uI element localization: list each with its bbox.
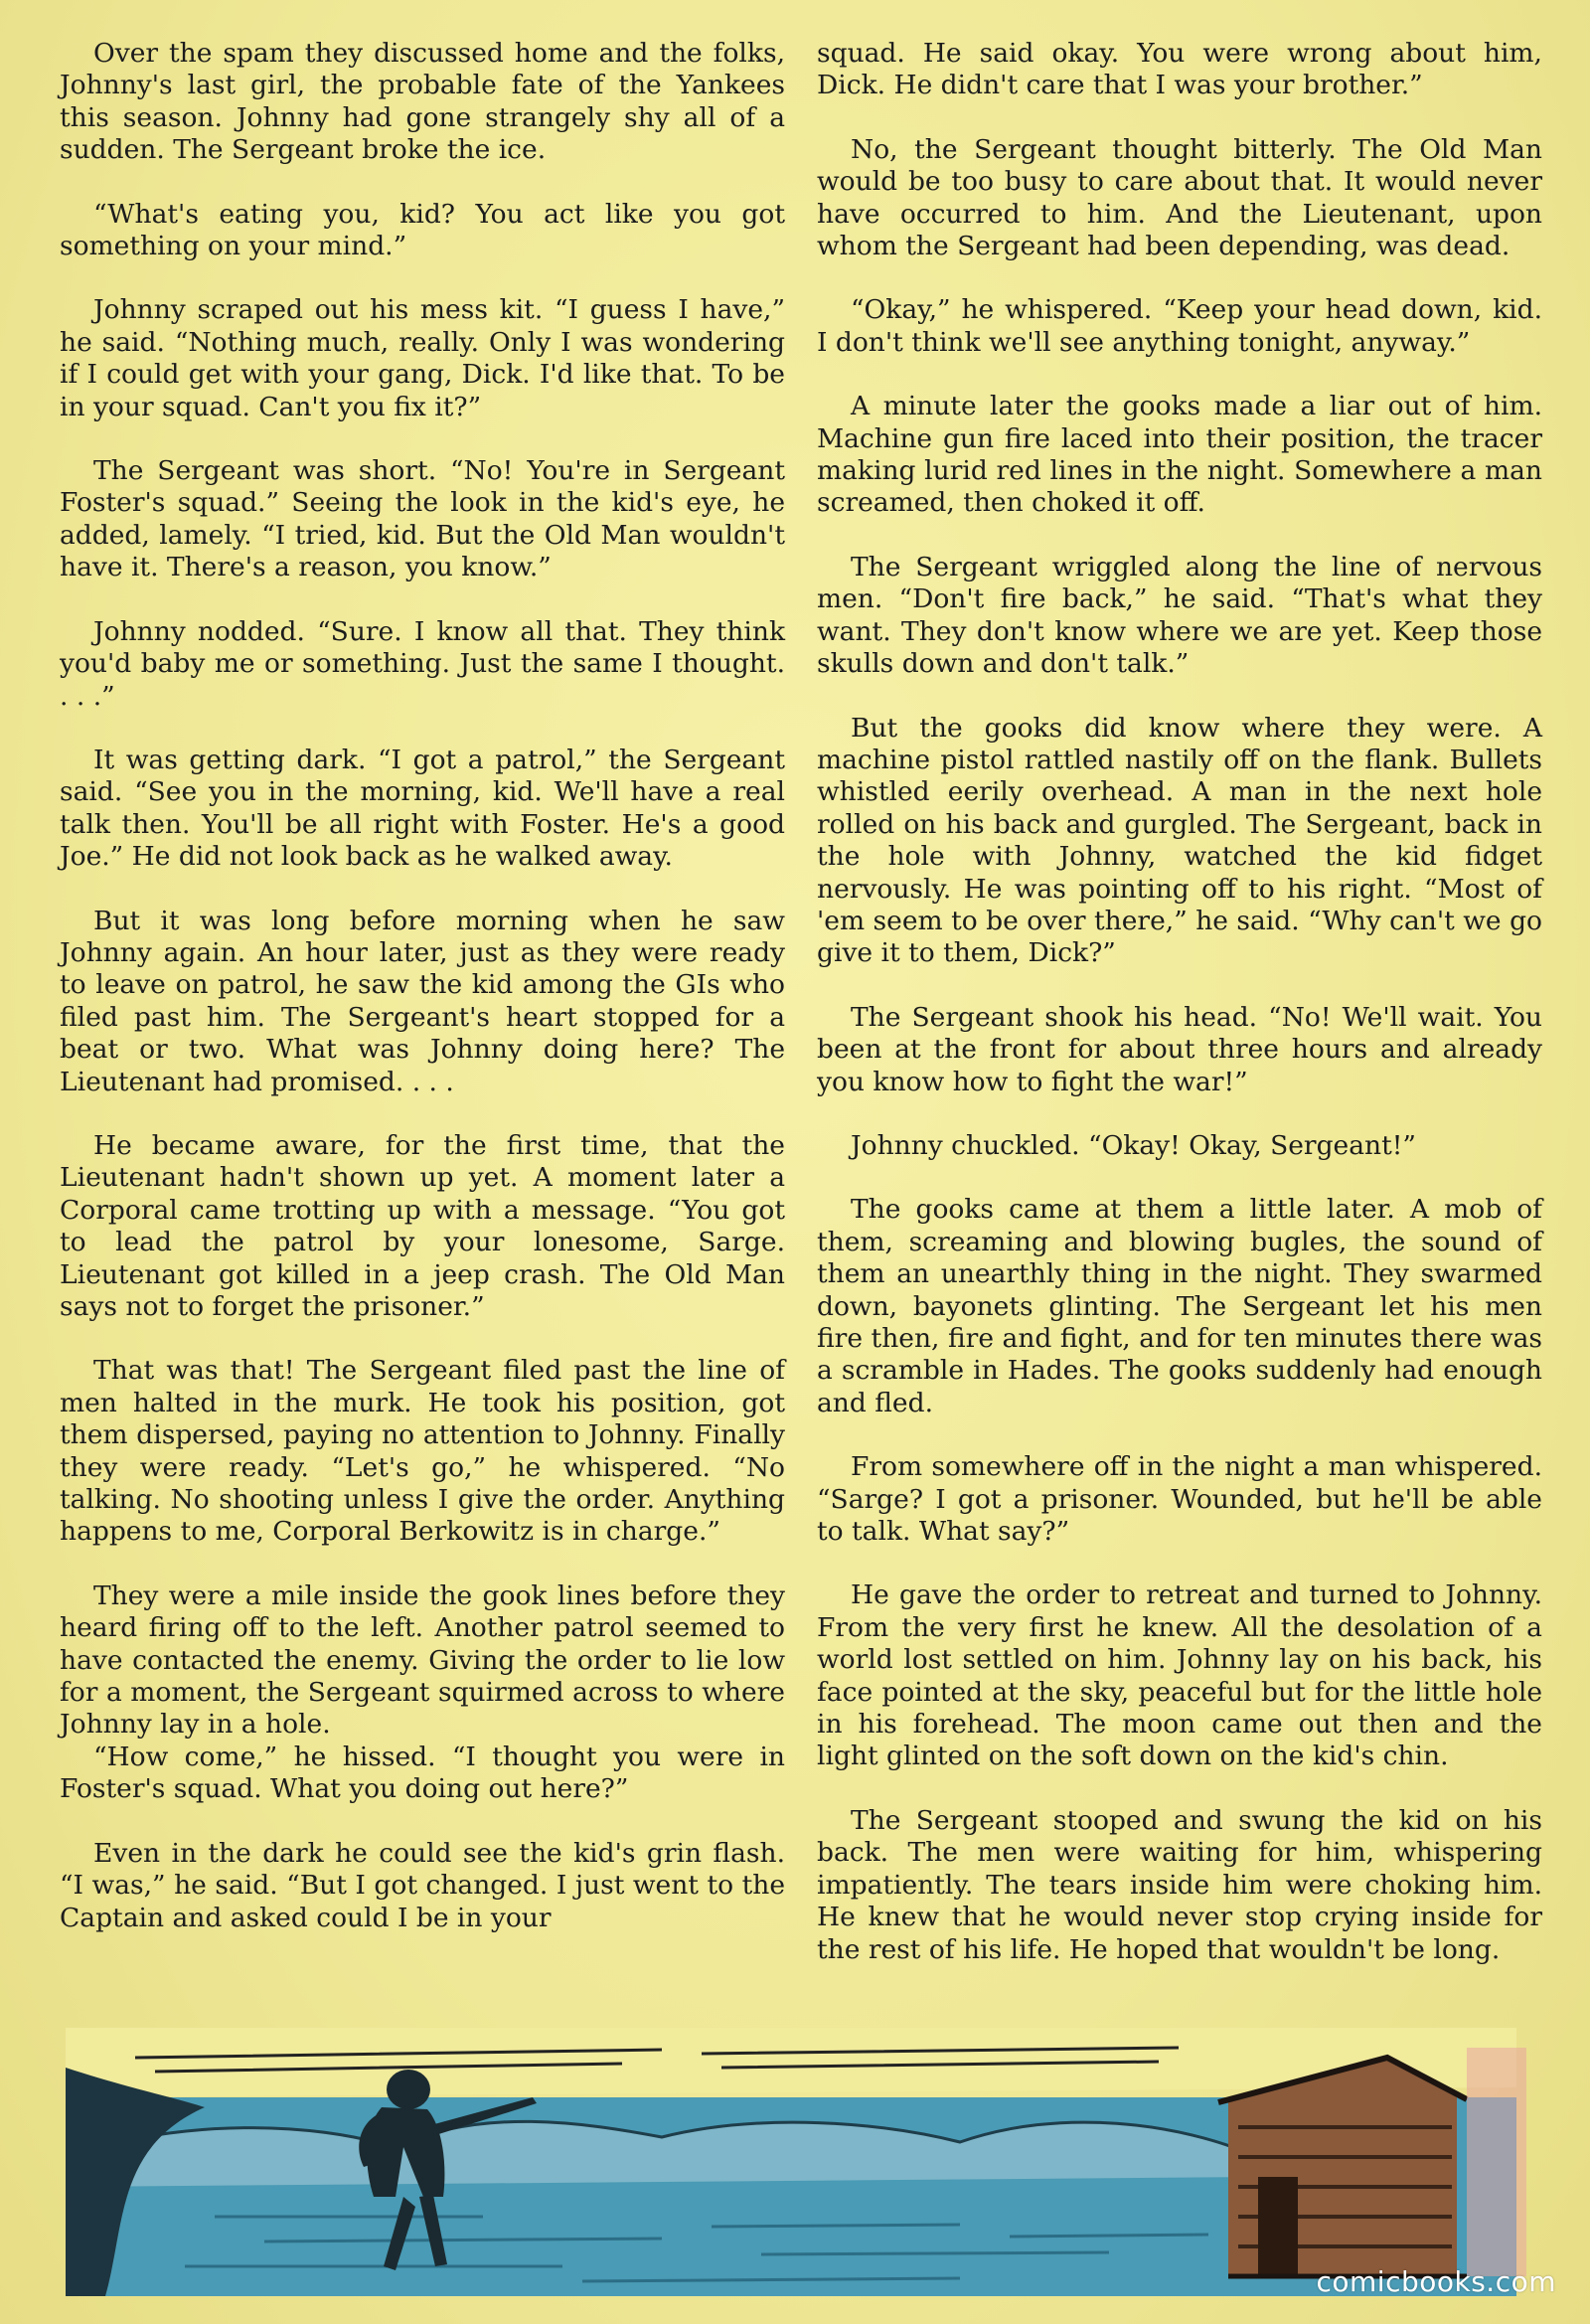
text-column-left [60, 38, 785, 1966]
paragraph: The Sergeant wriggled along the line of nervous men. “Don't fire back,” he said. “That's what they want. They don't know where we are yet. Keep those skulls down and don't talk.” [817, 551, 1542, 680]
paragraph: Johnny nodded. “Sure. I know all that. They think you'd baby me or something. Just the same I thought. . . .” [60, 615, 785, 712]
paragraph: Johnny chuckled. “Okay! Okay, Sergeant!” [851, 1129, 1416, 1161]
paragraph: “What's eating you, kid? You act like you got something on your mind.” [60, 198, 785, 262]
halftone-corner [1467, 2048, 1526, 2276]
paragraph: It was getting dark. “I got a patrol,” the Sergeant said. “See you in the morning, kid. We'll have a real talk then. You'll be all right with Foster. He's a good Joe.” He did not look back as he walked away. [60, 744, 785, 873]
paragraph: “How come,” he hissed. “I thought you were in Foster's squad. What you doing out here?” [60, 1741, 785, 1805]
text-column-right [817, 38, 1542, 1998]
paragraph: Even in the dark he could see the kid's grin flash. “I was,” he said. “But I got changed. I just went to the Captain and asked could I be in your [60, 1837, 785, 1933]
paragraph: No, the Sergeant thought bitterly. The Old Man would be too busy to care about that. It would never have occurred to him. And the Lieutenant, upon whom the Sergeant had been depending, was dead. [817, 133, 1542, 262]
paragraph: “Okay,” he whispered. “Keep your head down, kid. I don't think we'll see anything tonight, anyway.” [817, 294, 1542, 358]
paragraph: The Sergeant was short. “No! You're in Sergeant Foster's squad.” Seeing the look in the kid's eye, he added, lamely. “I tried, kid. But the Old Man wouldn't have it. There's a reason, you know.” [60, 455, 785, 583]
paragraph: The Sergeant shook his head. “No! We'll wait. You been at the front for about three hours and already you know how to fight the war!” [817, 1001, 1542, 1097]
paragraph: Over the spam they discussed home and the folks, Johnny's last girl, the probable fate of the Yankees this season. Johnny had gone strangely shy all of a sudden. The Sergeant broke the ice. [60, 38, 785, 166]
soldier-carrying-comrade-illustration [66, 2028, 1590, 2296]
paragraph: Johnny scraped out his mess kit. “I guess I have,” he said. “Nothing much, really. Only I was wondering if I could get with your gang, Dick. I'd like that. To be in your squad. Can't you fix it?” [60, 294, 785, 422]
paragraph: A minute later the gooks made a liar out of him. Machine gun fire laced into their position, the tracer making lurid red lines in the night. Somewhere a man screamed, then choked it off. [817, 391, 1542, 519]
paragraph: From somewhere off in the night a man whispered. “Sarge? I got a prisoner. Wounded, but he'll be able to talk. What say?” [817, 1451, 1542, 1548]
watermark: comicbooks.com [1316, 2265, 1556, 2298]
paragraph: squad. He said okay. You were wrong about him, Dick. He didn't care that I was your brother.” [817, 38, 1542, 101]
paragraph: He gave the order to retreat and turned to Johnny. From the very first he knew. All the desolation of a world lost settled on him. Johnny lay on his back, his face pointed at the sky, peaceful but for the little hole in his forehead. The moon came out then and the light glinted on the soft down on the kid's chin. [817, 1579, 1542, 1772]
paragraph: But it was long before morning when he saw Johnny again. An hour later, just as they were ready to leave on patrol, he saw the kid among the GIs who filed past him. The Sergeant's heart stopped for a beat or two. What was Johnny doing here? The Lieutenant had promised. . . . [60, 905, 785, 1097]
paragraph: They were a mile inside the gook lines before they heard firing off to the left. Another patrol seemed to have contacted the enemy. Giving the order to lie low for a moment, the Sergeant squirmed across to where Johnny lay in a hole. [60, 1579, 785, 1741]
paragraph: The Sergeant stooped and swung the kid on his back. The men were waiting for him, whispering impatiently. The tears inside him were choking him. He knew that he would never stop crying inside for the rest of his life. He hoped that wouldn't be long. [817, 1804, 1542, 1965]
paragraph: But the gooks did know where they were. A machine pistol rattled nastily off on the flank. Bullets whistled eerily overhead. A man in the next hole rolled on his back and gurgled. The Sergeant, back in the hole with Johnny, watched the kid fidget nervously. He was pointing off to his right. “Most of 'em seem to be over there,” he said. “Why can't we go give it to them, Dick?” [817, 712, 1542, 969]
cabin [1218, 2058, 1467, 2276]
paragraph: He became aware, for the first time, that the Lieutenant hadn't shown up yet. A moment later a Corporal came trotting up with a message. “You got to lead the patrol by your lonesome, Sarge. Lieutenant got killed in a jeep crash. The Old Man says not to forget the prisoner.” [60, 1129, 785, 1322]
paragraph: The gooks came at them a little later. A mob of them, screaming and blowing bugles, the sound of them an unearthly thing in the night. They swarmed down, bayonets glinting. The Sergeant let his men fire then, fire and fight, and for ten minutes there was a scramble in Hades. The gooks suddenly had enough and fled. [817, 1194, 1542, 1418]
paragraph: That was that! The Sergeant filed past the line of men halted in the murk. He took his position, got them dispersed, paying no attention to Johnny. Finally they were ready. “Let's go,” he whispered. “No talking. No shooting unless I give the order. Anything happens to me, Corporal Berkowitz is in charge.” [60, 1355, 785, 1548]
